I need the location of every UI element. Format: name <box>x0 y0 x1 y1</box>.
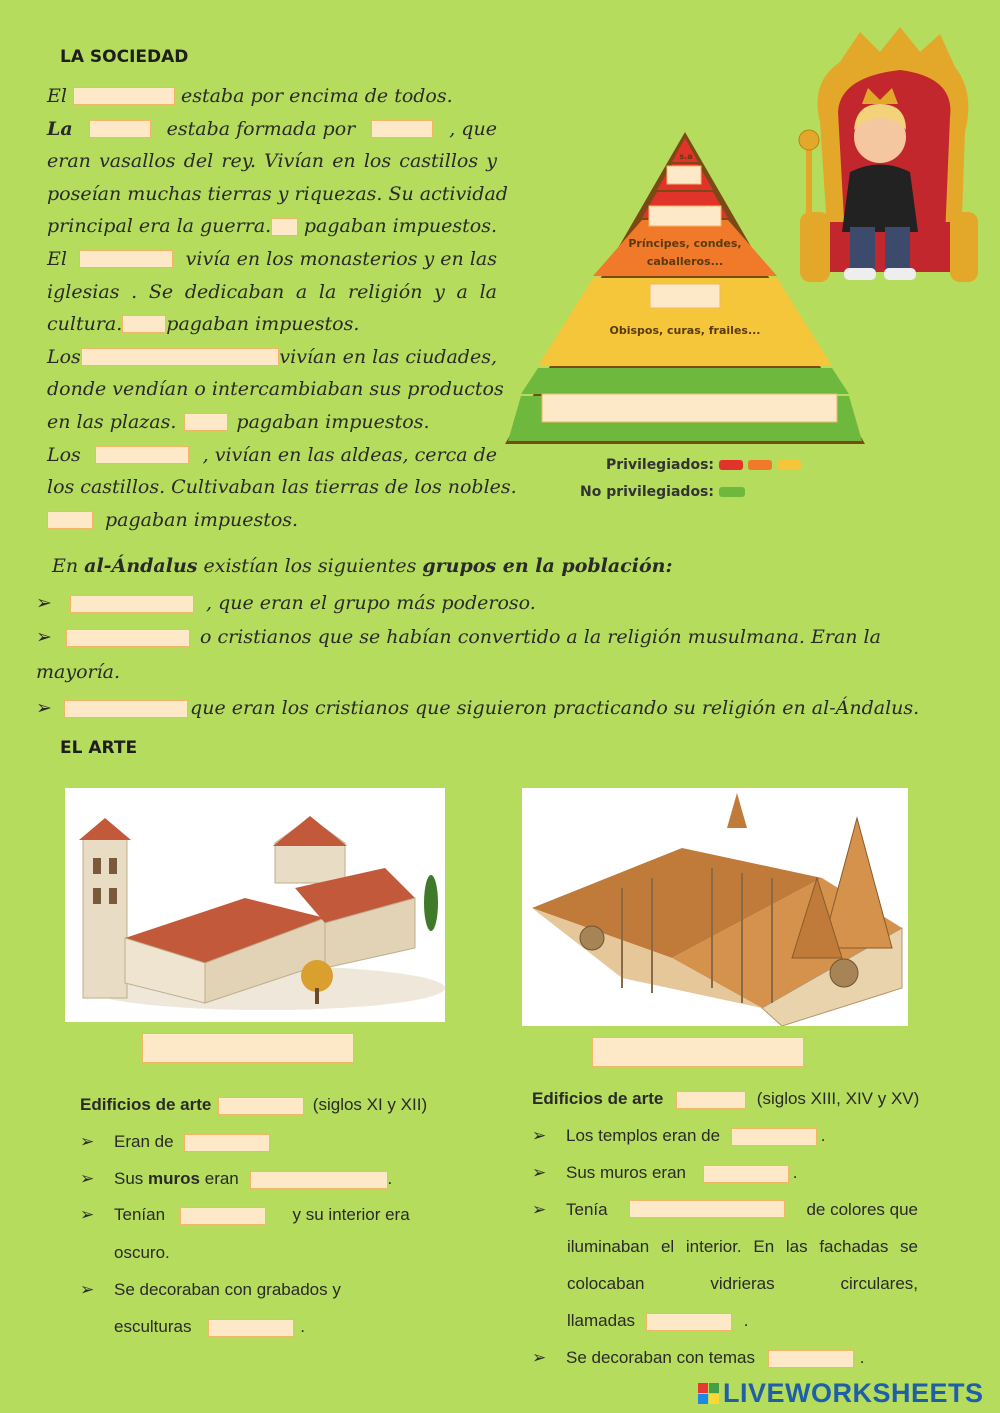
blank-nobleza[interactable] <box>89 120 151 138</box>
legend-privilegiados: Privilegiados: <box>606 457 801 473</box>
gotico-item-4: ➢ Se decoraban con temas . <box>532 1348 865 1367</box>
pyramid-blank-3[interactable] <box>650 284 720 308</box>
romanico-heading: Edificios de arte (siglos XI y XII) <box>80 1095 428 1114</box>
pyramid-level-clero: Obispos, curas, frailes... <box>609 324 761 337</box>
gotico-item-1: ➢ Los templos eran de . <box>532 1126 826 1145</box>
blank-campesinos[interactable] <box>95 446 189 464</box>
blank-campesinos-impuestos[interactable] <box>47 511 93 529</box>
section-title-sociedad: LA SOCIEDAD <box>60 47 189 67</box>
pyramid-blank-4[interactable] <box>542 394 837 422</box>
andalus-bullet-1: ➢ , que eran el grupo más poderoso. <box>36 592 536 614</box>
blank-clero-impuestos[interactable] <box>122 315 166 333</box>
gotico-item-3-line2: iluminaban el interior. En las fachadas se <box>567 1237 918 1256</box>
blank-romanico-muros[interactable] <box>250 1171 388 1189</box>
romanico-item-3-cont: oscuro. <box>114 1243 170 1262</box>
blank-clero[interactable] <box>79 250 173 268</box>
legend-green-swatch <box>719 487 745 497</box>
romanico-item-2: ➢ Sus muros eran . <box>80 1169 393 1188</box>
andalus-intro: En al-Ándalus existían los siguientes grupos en la población: <box>52 555 673 577</box>
blank-gotico-art[interactable] <box>676 1091 746 1109</box>
gotico-item-2: ➢ Sus muros eran . <box>532 1163 798 1182</box>
legend-orange-swatch <box>748 460 772 470</box>
blank-romanico-ventanas[interactable] <box>180 1207 266 1225</box>
blank-artesanos-impuestos[interactable] <box>184 413 228 431</box>
blank-nobles[interactable] <box>371 120 433 138</box>
blank-gotico-vidrieras[interactable] <box>629 1200 785 1218</box>
blank-muladies[interactable] <box>66 629 190 647</box>
sociedad-paragraph: El estaba por encima de todos. La estaba formada por , que eran vasallos del rey. Vivían en los castillos y poseían muchas tierras y riquezas. Su actividad principal era la guerra. pagaban impuestos. El vivía en los monasterios y en las iglesias . Se dedicaban a la religión y a la cultura. pagaban impuestos. Los vivían en las ciudades, donde vendían o intercambiaban sus productos en las plazas. pagaban impuestos. Los , vivían en las aldeas, cerca de los castillos. Cultivaban las tierras de los nobles. pagaban impuestos. <box>47 85 517 531</box>
king-throne-illustration <box>780 22 980 297</box>
andalus-bullet-2-cont: mayoría. <box>36 661 121 683</box>
romanico-item-1: ➢ Eran de <box>80 1132 270 1152</box>
blank-mozarabes[interactable] <box>64 700 188 718</box>
gotico-item-3-line4: llamadas . <box>567 1311 749 1330</box>
blank-nobleza-impuestos[interactable] <box>271 218 298 236</box>
romanesque-church-image <box>65 788 445 1022</box>
section-title-arte: EL ARTE <box>60 738 138 758</box>
blank-romanico-art[interactable] <box>218 1097 304 1115</box>
gothic-cathedral-image <box>522 788 908 1026</box>
romanico-item-4: ➢ Se decoraban con grabados y <box>80 1280 341 1299</box>
blank-romanico-title[interactable] <box>142 1033 354 1063</box>
pyramid-blank-2[interactable] <box>649 206 721 226</box>
pyramid-level-nobles: Príncipes, condes, caballeros... <box>628 237 742 268</box>
blank-rey[interactable] <box>73 87 175 105</box>
blank-gotico-muros[interactable] <box>703 1165 789 1183</box>
blank-gotico-rosetones[interactable] <box>646 1313 732 1331</box>
blank-romanico-temas[interactable] <box>208 1319 294 1337</box>
liveworksheets-logo[interactable]: LIVEWORKSHEETS <box>698 1378 984 1409</box>
blank-gotico-templos[interactable] <box>731 1128 817 1146</box>
romanico-item-4-cont: esculturas . <box>114 1317 305 1336</box>
blank-gotico-temas[interactable] <box>768 1350 854 1368</box>
blank-artesanos-comerciantes[interactable] <box>81 348 279 366</box>
andalus-bullet-2: ➢ o cristianos que se habían convertido a la religión musulmana. Eran la <box>36 626 881 648</box>
gotico-item-3: ➢ Tenía de colores que <box>532 1200 918 1219</box>
logo-grid-icon <box>698 1383 719 1404</box>
gotico-item-3-line3: colocaban vidrieras circulares, <box>567 1274 918 1293</box>
pyramid-blank-1[interactable] <box>667 166 701 184</box>
legend-yellow-swatch <box>777 460 801 470</box>
gotico-heading: Edificios de arte (siglos XIII, XIV y XV) <box>532 1089 920 1108</box>
blank-romanico-material[interactable] <box>184 1134 270 1152</box>
pyramid-top-label: s.a <box>679 152 693 161</box>
legend-no-privilegiados: No privilegiados: <box>580 484 745 500</box>
blank-musulmanes[interactable] <box>70 595 194 613</box>
legend-red-swatch <box>719 460 743 470</box>
blank-gotico-title[interactable] <box>592 1037 804 1067</box>
romanico-item-3: ➢ Tenían y su interior era <box>80 1205 410 1224</box>
andalus-bullet-3: ➢ que eran los cristianos que siguieron practicando su religión en al-Ándalus. <box>36 697 920 719</box>
